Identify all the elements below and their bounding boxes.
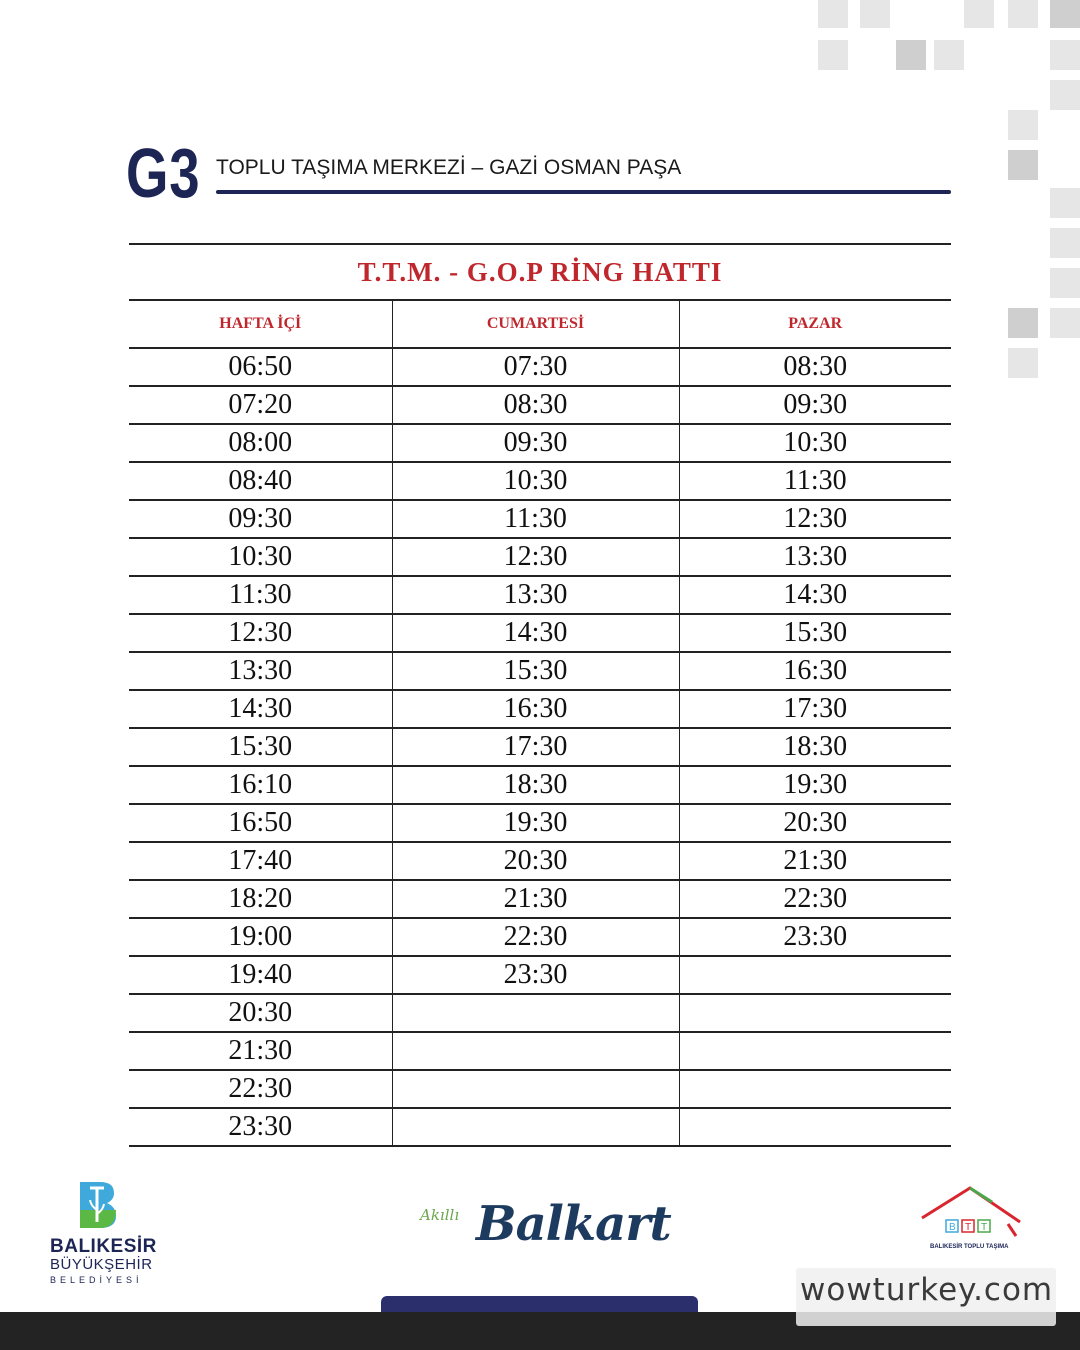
sunday-time: 11:30 bbox=[679, 462, 951, 500]
balikesir-b-icon bbox=[78, 1180, 118, 1230]
saturday-time: 08:30 bbox=[392, 386, 679, 424]
column-header-saturday: CUMARTESİ bbox=[392, 301, 679, 348]
saturday-time: 14:30 bbox=[392, 614, 679, 652]
balkart-text: Balkart bbox=[476, 1196, 671, 1252]
table-row bbox=[129, 424, 951, 462]
timetable bbox=[129, 243, 951, 1147]
timetable-title-row bbox=[129, 243, 951, 301]
weekday-time: 16:10 bbox=[129, 766, 392, 804]
table-row bbox=[129, 500, 951, 538]
column-header-sunday: PAZAR bbox=[679, 301, 951, 348]
table-row bbox=[129, 386, 951, 424]
table-row bbox=[129, 956, 951, 994]
sunday-time: 15:30 bbox=[679, 614, 951, 652]
saturday-time: 13:30 bbox=[392, 576, 679, 614]
saturday-time: 21:30 bbox=[392, 880, 679, 918]
weekday-time: 22:30 bbox=[129, 1070, 392, 1108]
saturday-time: 20:30 bbox=[392, 842, 679, 880]
saturday-time bbox=[392, 1070, 679, 1108]
weekday-time: 20:30 bbox=[129, 994, 392, 1032]
weekday-time: 19:00 bbox=[129, 918, 392, 956]
sunday-time bbox=[679, 1032, 951, 1070]
saturday-time: 15:30 bbox=[392, 652, 679, 690]
logo-subtitle: BÜYÜKŞEHİR bbox=[50, 1256, 153, 1273]
saturday-time bbox=[392, 1108, 679, 1146]
weekday-time: 07:20 bbox=[129, 386, 392, 424]
weekday-time: 09:30 bbox=[129, 500, 392, 538]
saturday-time: 17:30 bbox=[392, 728, 679, 766]
akilli-balkart-logo bbox=[420, 1196, 670, 1266]
btt-name: BALIKESİR TOPLU TAŞIMA bbox=[930, 1244, 1009, 1250]
table-row bbox=[129, 1108, 951, 1146]
sunday-time: 19:30 bbox=[679, 766, 951, 804]
weekday-time: 10:30 bbox=[129, 538, 392, 576]
sunday-time: 08:30 bbox=[679, 348, 951, 386]
svg-text:T: T bbox=[981, 1222, 988, 1233]
svg-text:B: B bbox=[949, 1222, 956, 1233]
column-header-weekday: HAFTA İÇİ bbox=[129, 301, 392, 348]
table-row bbox=[129, 652, 951, 690]
saturday-time bbox=[392, 1032, 679, 1070]
logo-subtitle-2: BELEDİYESİ bbox=[50, 1275, 143, 1285]
weekday-time: 18:20 bbox=[129, 880, 392, 918]
weekday-time: 21:30 bbox=[129, 1032, 392, 1070]
table-row bbox=[129, 918, 951, 956]
weekday-time: 16:50 bbox=[129, 804, 392, 842]
route-name: TOPLU TAŞIMA MERKEZİ – GAZİ OSMAN PAŞA bbox=[216, 156, 682, 179]
table-row bbox=[129, 1070, 951, 1108]
sunday-time bbox=[679, 956, 951, 994]
weekday-time: 12:30 bbox=[129, 614, 392, 652]
btt-roof-icon bbox=[912, 1184, 1026, 1244]
weekday-time: 13:30 bbox=[129, 652, 392, 690]
table-row bbox=[129, 538, 951, 576]
sunday-time: 23:30 bbox=[679, 918, 951, 956]
watermark bbox=[796, 1268, 1056, 1326]
saturday-time: 16:30 bbox=[392, 690, 679, 728]
weekday-time: 23:30 bbox=[129, 1108, 392, 1146]
weekday-time: 11:30 bbox=[129, 576, 392, 614]
table-row bbox=[129, 842, 951, 880]
sunday-time: 18:30 bbox=[679, 728, 951, 766]
akilli-text: Akıllı bbox=[420, 1206, 460, 1224]
table-header-row bbox=[129, 301, 951, 348]
saturday-time: 09:30 bbox=[392, 424, 679, 462]
table-row bbox=[129, 614, 951, 652]
sunday-time: 21:30 bbox=[679, 842, 951, 880]
saturday-time: 19:30 bbox=[392, 804, 679, 842]
saturday-time: 07:30 bbox=[392, 348, 679, 386]
saturday-time: 10:30 bbox=[392, 462, 679, 500]
sunday-time bbox=[679, 994, 951, 1032]
sunday-time: 22:30 bbox=[679, 880, 951, 918]
table-row bbox=[129, 1032, 951, 1070]
schedule-body bbox=[129, 348, 951, 1146]
sunday-time: 20:30 bbox=[679, 804, 951, 842]
weekday-time: 08:00 bbox=[129, 424, 392, 462]
route-code: G3 bbox=[126, 134, 201, 212]
svg-text:T: T bbox=[965, 1222, 972, 1233]
timetable-title: T.T.M. - G.O.P RİNG HATTI bbox=[357, 256, 723, 287]
table-row bbox=[129, 690, 951, 728]
table-row bbox=[129, 728, 951, 766]
table-row bbox=[129, 766, 951, 804]
saturday-time: 11:30 bbox=[392, 500, 679, 538]
weekday-time: 17:40 bbox=[129, 842, 392, 880]
saturday-time bbox=[392, 994, 679, 1032]
weekday-time: 06:50 bbox=[129, 348, 392, 386]
table-row bbox=[129, 804, 951, 842]
btt-logo bbox=[912, 1184, 1026, 1264]
header-underline bbox=[216, 190, 951, 194]
saturday-time: 18:30 bbox=[392, 766, 679, 804]
saturday-time: 23:30 bbox=[392, 956, 679, 994]
sunday-time: 12:30 bbox=[679, 500, 951, 538]
logo-name: BALIKESİR bbox=[50, 1236, 157, 1257]
sunday-time: 09:30 bbox=[679, 386, 951, 424]
sunday-time: 14:30 bbox=[679, 576, 951, 614]
sunday-time: 13:30 bbox=[679, 538, 951, 576]
table-row bbox=[129, 348, 951, 386]
weekday-time: 14:30 bbox=[129, 690, 392, 728]
sunday-time: 10:30 bbox=[679, 424, 951, 462]
table-row bbox=[129, 880, 951, 918]
sunday-time bbox=[679, 1070, 951, 1108]
weekday-time: 19:40 bbox=[129, 956, 392, 994]
saturday-time: 22:30 bbox=[392, 918, 679, 956]
table-row bbox=[129, 462, 951, 500]
weekday-time: 08:40 bbox=[129, 462, 392, 500]
saturday-time: 12:30 bbox=[392, 538, 679, 576]
weekday-time: 15:30 bbox=[129, 728, 392, 766]
table-row bbox=[129, 576, 951, 614]
sunday-time: 17:30 bbox=[679, 690, 951, 728]
watermark-text: wowturkey.com bbox=[800, 1272, 1054, 1308]
sunday-time: 16:30 bbox=[679, 652, 951, 690]
schedule-table bbox=[129, 301, 951, 1147]
sunday-time bbox=[679, 1108, 951, 1146]
table-row bbox=[129, 994, 951, 1032]
